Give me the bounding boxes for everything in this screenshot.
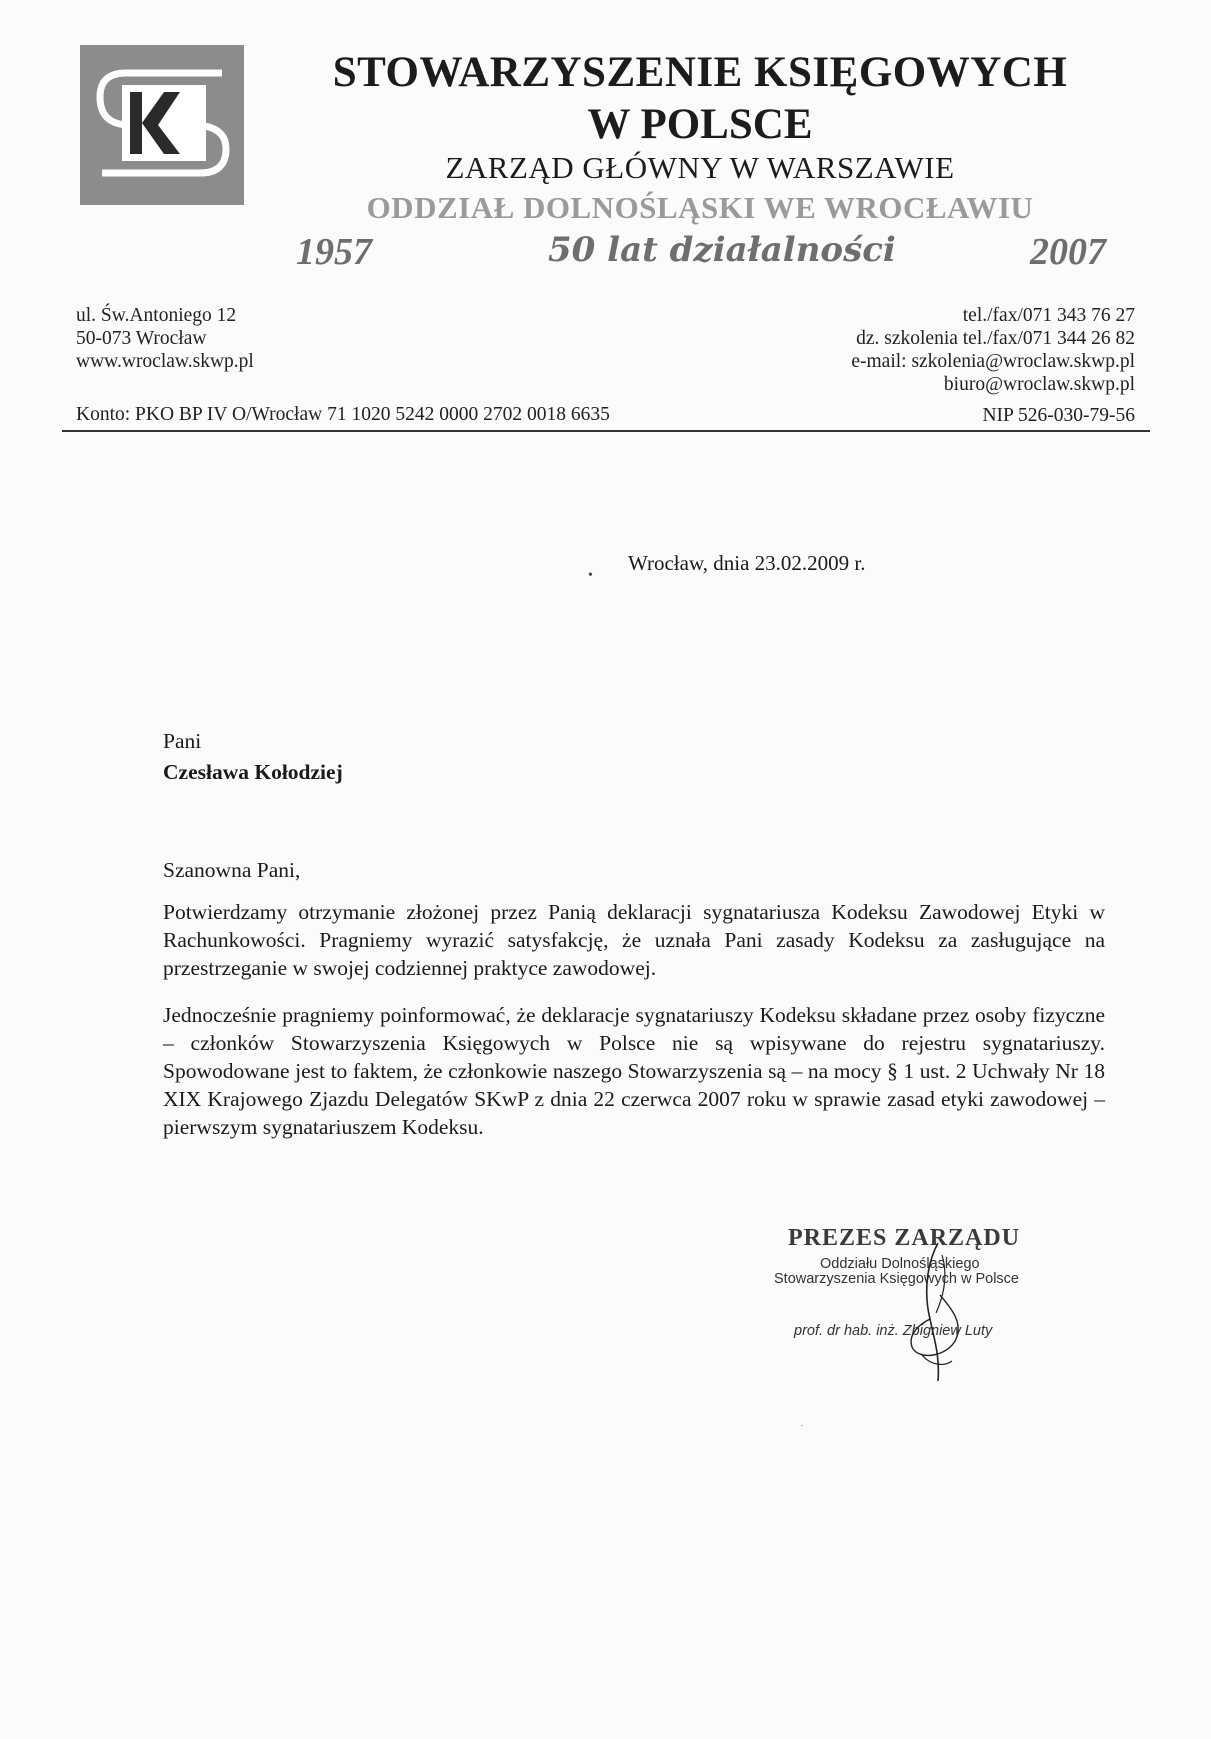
anniversary-text: 50 lat działalności xyxy=(548,230,896,270)
year-start: 1957 xyxy=(296,231,372,273)
recipient-name: Czesława Kołodziej xyxy=(163,760,343,784)
organization-logo xyxy=(80,45,244,205)
signature-stamp xyxy=(768,1225,1068,1385)
telfax: tel./fax/071 343 76 27 xyxy=(962,305,1135,326)
year-end: 2007 xyxy=(1030,231,1106,273)
branch-name: ODDZIAŁ DOLNOŚLĄSKI WE WROCŁAWIU xyxy=(366,190,1034,225)
place-date: Wrocław, dnia 23.02.2009 r. xyxy=(628,551,866,575)
stamp-line-1: Oddziału Dolnośląskiego xyxy=(820,1256,980,1272)
greeting: Szanowna Pani, xyxy=(163,858,301,882)
stamp-line-2: Stowarzyszenia Księgowych w Polsce xyxy=(774,1271,1019,1287)
email-office[interactable]: biuro@wroclaw.skwp.pl xyxy=(943,374,1135,395)
signatory-name: prof. dr hab. inż. Zbigniew Luty xyxy=(794,1323,993,1339)
board-name: ZARZĄD GŁÓWNY W WARSZAWIE xyxy=(445,150,955,185)
address-block xyxy=(76,304,254,373)
organization-name-line2: W POLSCE xyxy=(587,101,813,148)
postal-city: 50-073 Wrocław xyxy=(76,328,207,349)
recipient-title: Pani xyxy=(163,729,202,753)
street-address: ul. Św.Antoniego 12 xyxy=(76,305,237,326)
sk-logo-icon xyxy=(80,45,244,205)
body-paragraph-2: Jednocześnie pragniemy poinformować, że deklaracje sygnatariuszy Kodeksu składane przez osoby fizyczne – członków Stowarzyszenia Księgowych w Polsce nie są wpisywane do rejestru sygnatariuszy. Spowodowane jest to faktem, że członkowie naszego Stowarzyszenia są – na mocy § 1 ust. 2 Uchwały Nr 18 XIX Krajowego Zjazdu Delegatów SKwP z dnia 22 czerwca 2007 roku w sprawie zasad etyki zawodowej – pierwszym sygnatariuszem Kodeksu. xyxy=(163,1003,1105,1139)
handwritten-signature-icon xyxy=(878,1235,998,1385)
email-training[interactable]: e-mail: szkolenia@wroclaw.skwp.pl xyxy=(851,351,1135,372)
organization-name: STOWARZYSZENIE KSIĘGOWYCH xyxy=(332,49,1068,96)
training-telfax: dz. szkolenia tel./fax/071 344 26 82 xyxy=(856,328,1135,349)
header-divider xyxy=(62,430,1150,432)
nip-number: NIP 526-030-79-56 xyxy=(982,405,1135,426)
ink-speck: · xyxy=(800,1418,804,1432)
website-link[interactable]: www.wroclaw.skwp.pl xyxy=(76,351,254,372)
bank-account: Konto: PKO BP IV O/Wrocław 71 1020 5242 0000 2702 0018 6635 xyxy=(76,404,610,425)
body-paragraph-1: Potwierdzamy otrzymanie złożonej przez Panią deklaracji sygnatariusza Kodeksu Zawodowej Etyki w Rachunkowości. Pragniemy wyrazić satysfakcję, że uznała Pani zasady Kodeksu za zasługujące na przestrzeganie w swojej codziennej praktyce zawodowej. xyxy=(163,900,1105,980)
ink-speck: • xyxy=(588,568,593,583)
stamp-title: PREZES ZARZĄDU xyxy=(788,1225,1021,1251)
contact-block xyxy=(851,304,1135,396)
